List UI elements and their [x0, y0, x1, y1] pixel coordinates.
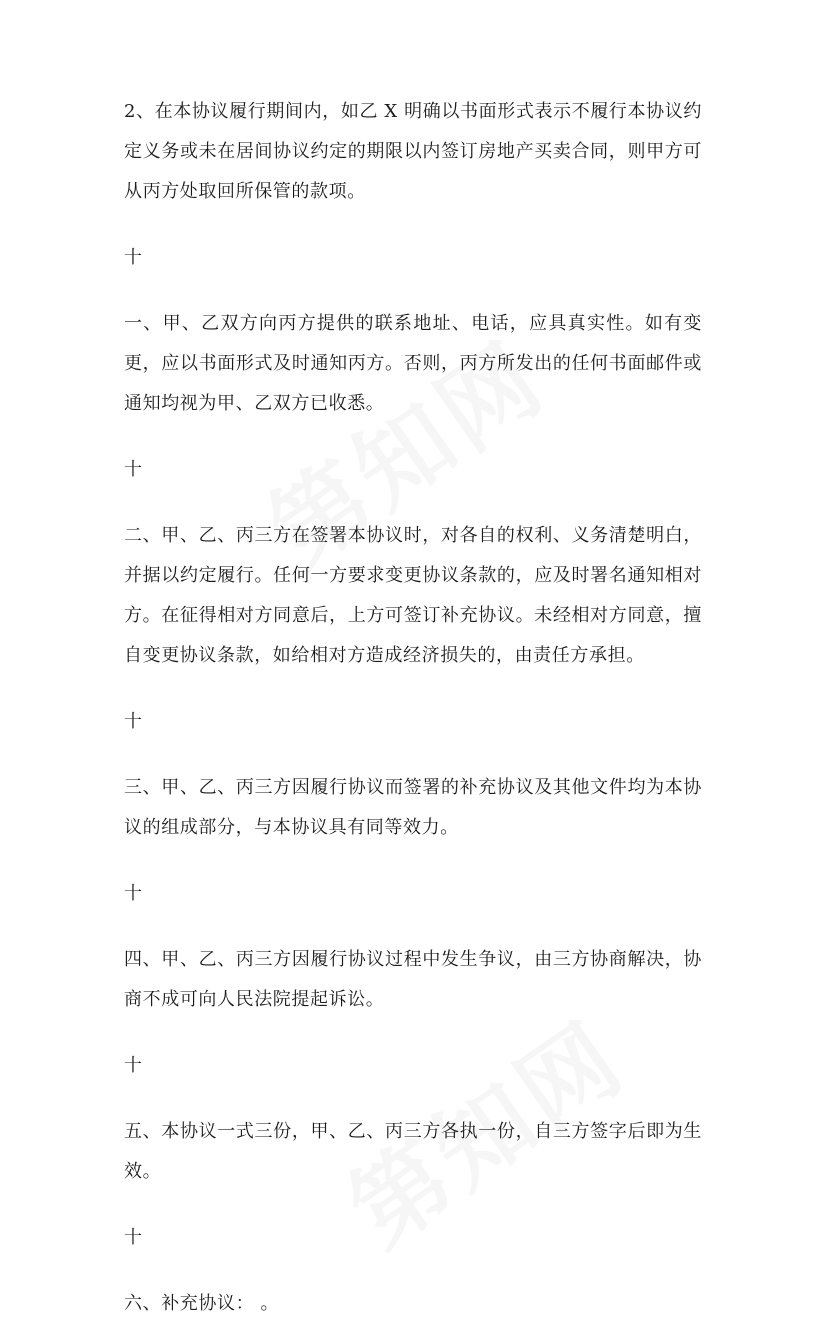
paragraph-dispute: 四、甲、乙、丙三方因履行协议过程中发生争议，由三方协商解决，协商不成可向人民法院提起诉讼。: [124, 949, 702, 1010]
paragraph-clause-2: 2、在本协议履行期间内，如乙 X 明确以书面形式表示不履行本协议约定义务或未在居间协议约定的期限以内签订房地产买卖合同，则甲方可从丙方处取回所保管的款项。: [124, 101, 702, 202]
document-body: [124, 92, 702, 1324]
section-marker: 十: [124, 883, 143, 904]
paragraph-amendment: 二、甲、乙、丙三方在签署本协议时，对各自的权利、义务清楚明白，并据以约定履行。任何一方要求变更协议条款的，应及时署名通知相对方。在征得相对方同意后，上方可签订补充协议。未经相对方同意，擅自变更协议条款，如给相对方造成经济损失的，由责任方承担。: [124, 525, 702, 666]
section-marker: 十: [124, 711, 143, 732]
paragraph-copies: 五、本协议一式三份，甲、乙、丙三方各执一份，自三方签字后即为生效。: [124, 1121, 702, 1182]
section-marker: 十: [124, 1055, 143, 1076]
paragraph-supplementary-agreement: 六、补充协议： 。: [124, 1293, 280, 1314]
section-marker: 十: [124, 1227, 143, 1248]
paragraph-contact-info: 一、甲、乙双方向丙方提供的联系地址、电话，应具真实性。如有变更，应以书面形式及时通知丙方。否则，丙方所发出的任何书面邮件或通知均视为甲、乙双方已收悉。: [124, 313, 702, 414]
section-marker: 十: [124, 459, 143, 480]
paragraph-supplementary-docs: 三、甲、乙、丙三方因履行协议而签署的补充协议及其他文件均为本协议的组成部分，与本协议具有同等效力。: [124, 777, 702, 838]
section-marker: 十: [124, 247, 143, 268]
